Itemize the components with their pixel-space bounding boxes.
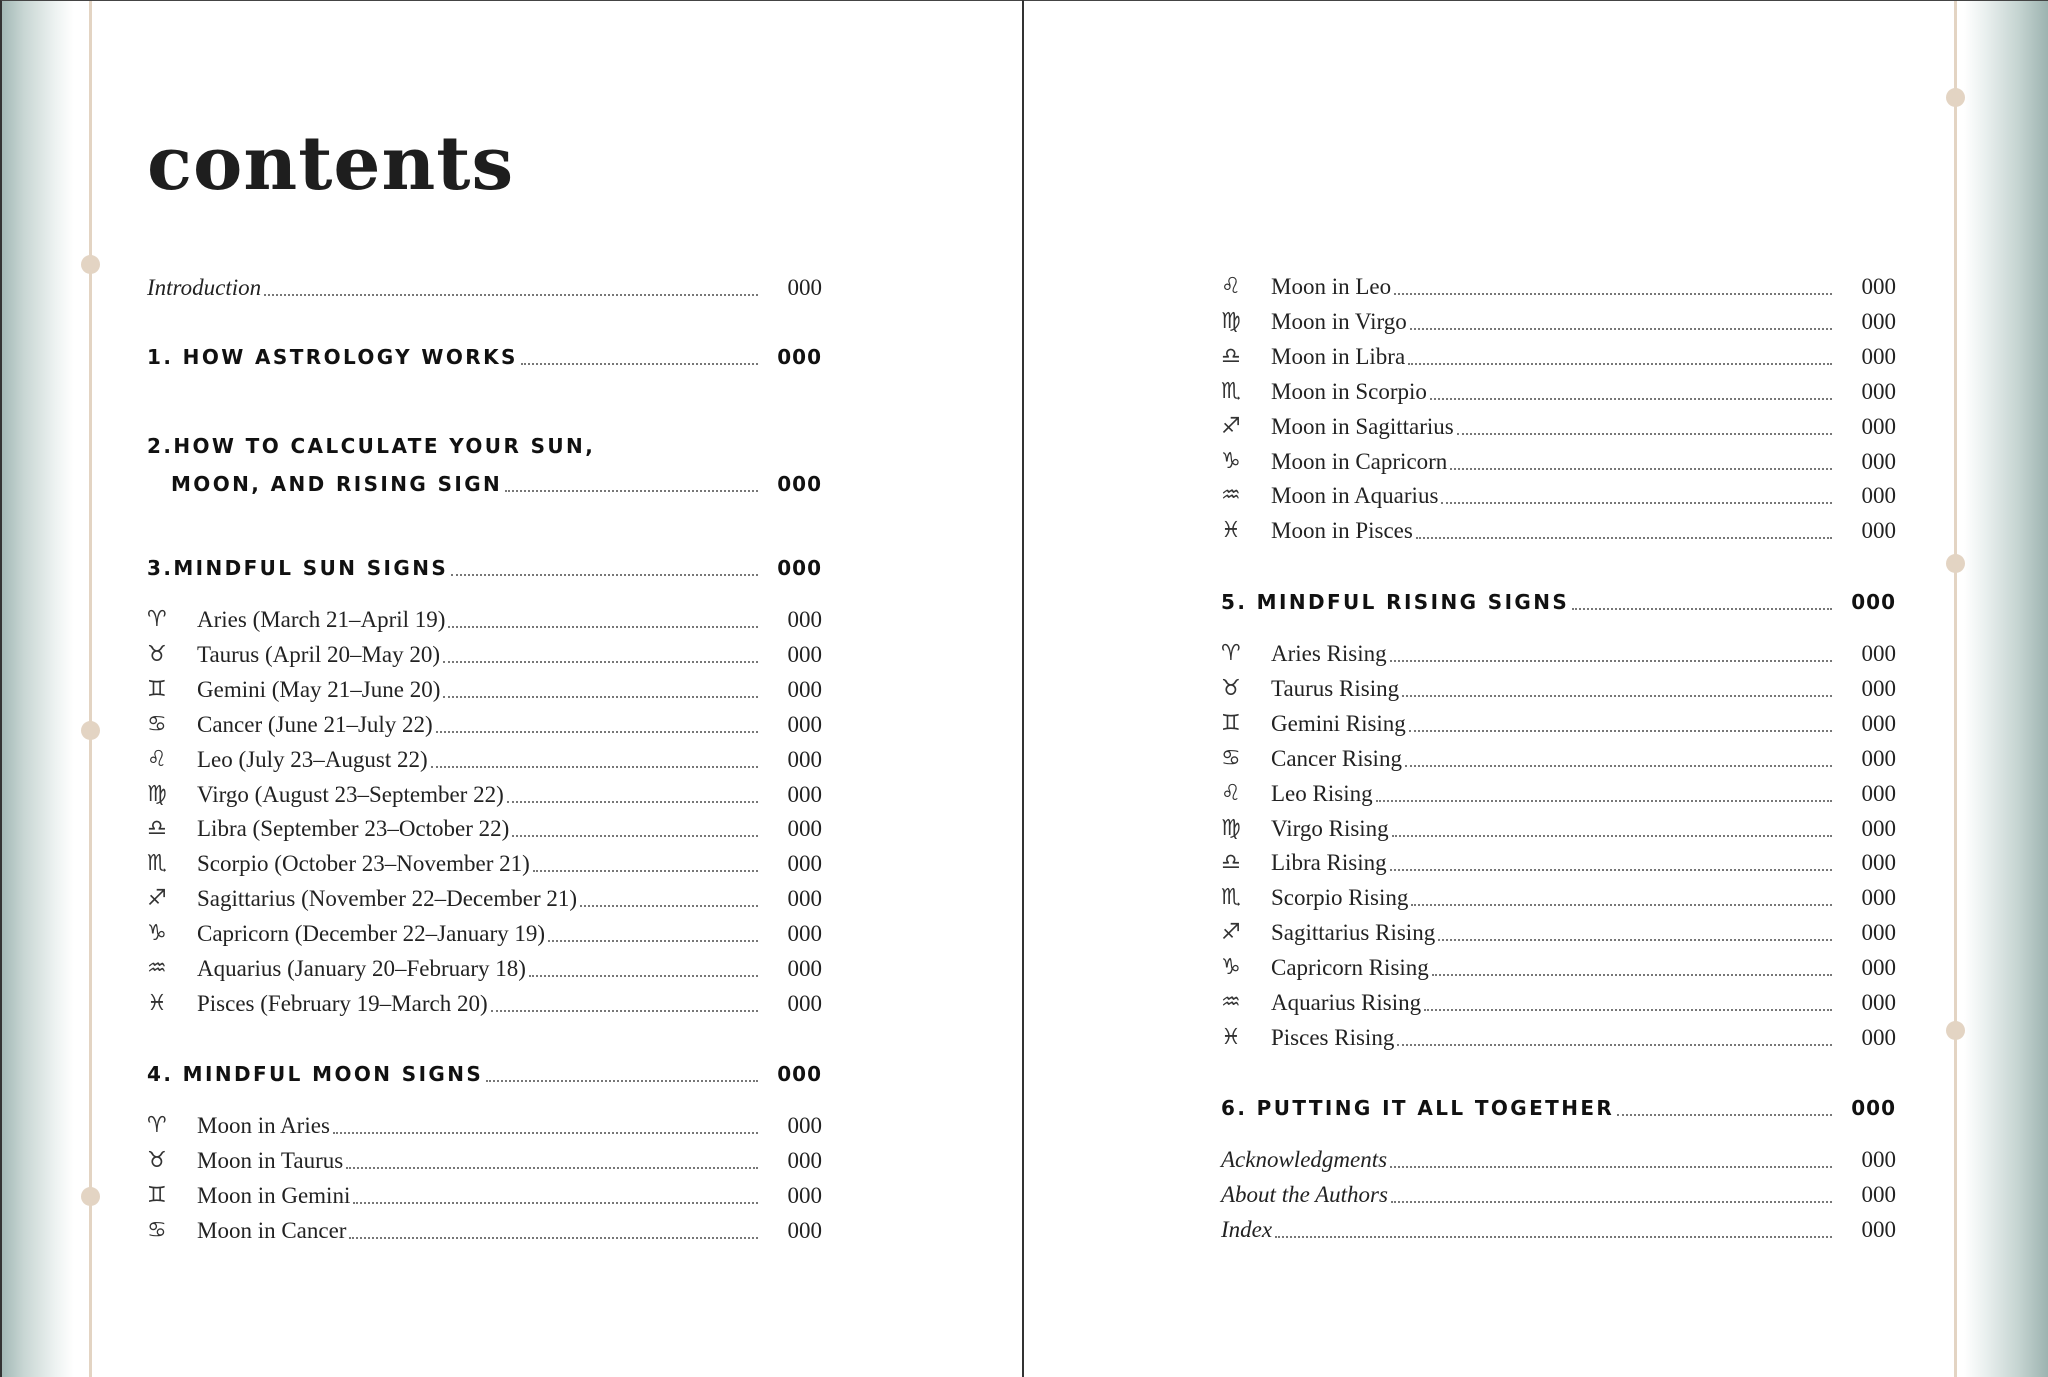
entry-label: Aries Rising	[1271, 641, 1387, 666]
dot-leader	[451, 574, 758, 576]
decorative-dot	[1946, 88, 1965, 107]
toc-entry[interactable]	[147, 1109, 822, 1143]
toc-entry[interactable]	[147, 1179, 822, 1213]
toc-chapter-4[interactable]	[147, 1057, 822, 1091]
entry-label: Moon in Taurus	[197, 1147, 344, 1173]
entry-label: Libra Rising	[1271, 850, 1387, 876]
aries-icon: ♈︎	[147, 1113, 167, 1138]
page-number: 000	[1861, 448, 1896, 474]
entry-label: Moon in Gemini	[197, 1182, 351, 1208]
entry-label: Gemini (May 21–June 20)	[197, 676, 441, 702]
entry-label: Pisces Rising	[1271, 1024, 1395, 1050]
taurus-icon: ♉︎	[147, 641, 167, 667]
page-number: 000	[1861, 483, 1896, 509]
virgo-icon: ♍︎	[1221, 815, 1241, 841]
page-number: 000	[1861, 990, 1896, 1015]
toc-entry[interactable]	[1221, 1143, 1896, 1177]
toc-entry[interactable]	[147, 882, 822, 916]
capricorn-icon: ♑︎	[147, 921, 167, 947]
entry-label: Moon in Pisces	[1271, 518, 1413, 544]
dot-leader	[486, 1080, 758, 1082]
leo-icon: ♌︎	[147, 746, 167, 772]
dot-leader	[1450, 468, 1832, 470]
toc-entry[interactable]	[1221, 1213, 1896, 1247]
entry-label: About the Authors	[1221, 1181, 1388, 1207]
toc-entry[interactable]	[1221, 812, 1896, 846]
entry-label: Taurus (April 20–May 20)	[197, 641, 441, 667]
page-number: 000	[1861, 815, 1896, 841]
toc-entry[interactable]	[1221, 445, 1896, 479]
entry-label: Moon in Scorpio	[1271, 378, 1427, 404]
decorative-dot	[81, 721, 100, 740]
page-number: 000	[777, 556, 822, 580]
toc-entry[interactable]	[1221, 881, 1896, 915]
page-number: 000	[1861, 1024, 1896, 1050]
dot-leader	[1408, 363, 1832, 365]
scorpio-icon: ♏︎	[1221, 885, 1241, 911]
left-page	[0, 0, 1022, 1377]
dot-leader	[1390, 660, 1832, 662]
toc-entry[interactable]	[147, 812, 822, 846]
page-number: 000	[1861, 675, 1896, 701]
page-number: 000	[1861, 518, 1896, 544]
page-number: 000	[1861, 1181, 1896, 1207]
sagittarius-icon: ♐︎	[1221, 920, 1241, 946]
page-number: 000	[1861, 885, 1896, 911]
page-number: 000	[787, 886, 822, 912]
entry-label: Pisces (February 19–March 20)	[197, 990, 488, 1016]
entry-label: Scorpio Rising	[1271, 885, 1409, 911]
toc-entry[interactable]	[1221, 340, 1896, 374]
pisces-icon: ♓︎	[147, 990, 167, 1016]
dot-leader	[1572, 608, 1832, 610]
toc-chapter-5[interactable]	[1221, 585, 1896, 619]
entry-label: Acknowledgments	[1221, 1147, 1388, 1172]
entry-label: Leo (July 23–August 22)	[197, 746, 428, 772]
scorpio-icon: ♏︎	[147, 851, 167, 877]
page-number: 000	[1861, 1216, 1896, 1242]
entry-label: Scorpio (October 23–November 21)	[197, 851, 530, 877]
pisces-icon: ♓︎	[1221, 1024, 1241, 1050]
leo-icon: ♌︎	[1221, 780, 1241, 806]
toc-entry[interactable]	[147, 987, 822, 1021]
entry-label: Moon in Cancer	[197, 1217, 347, 1243]
page-number: 000	[787, 607, 822, 632]
entry-label: Cancer (June 21–July 22)	[197, 711, 433, 737]
toc-entry[interactable]	[1221, 270, 1896, 304]
entry-label: Virgo Rising	[1271, 815, 1389, 841]
page-number: 000	[1861, 413, 1896, 439]
virgo-icon: ♍︎	[147, 781, 167, 807]
toc-entry-introduction[interactable]	[147, 271, 822, 305]
toc-chapter-1[interactable]	[147, 340, 822, 374]
toc-entry[interactable]	[1221, 1021, 1896, 1055]
page-number: 000	[787, 1147, 822, 1173]
toc-entry[interactable]	[147, 952, 822, 986]
dot-leader	[431, 766, 758, 768]
dot-leader	[580, 905, 758, 907]
cancer-icon: ♋︎	[1221, 745, 1241, 771]
entry-label: Libra (September 23–October 22)	[197, 816, 510, 842]
dot-leader	[443, 696, 758, 698]
toc-chapter-2[interactable]	[147, 433, 822, 503]
page-number: 000	[1861, 1147, 1896, 1172]
toc-entry[interactable]	[1221, 672, 1896, 706]
libra-icon: ♎︎	[1221, 343, 1241, 369]
chapter-title: 5. MINDFUL RISING SIGNS	[1221, 590, 1570, 614]
dot-leader	[346, 1167, 758, 1169]
toc-entry[interactable]	[1221, 707, 1896, 741]
aries-icon: ♈︎	[1221, 641, 1241, 666]
toc-entry[interactable]	[147, 743, 822, 777]
entry-label: Aries (March 21–April 19)	[197, 607, 446, 632]
page-number: 000	[787, 1182, 822, 1208]
page-number: 000	[1861, 745, 1896, 771]
sagittarius-icon: ♐︎	[147, 886, 167, 912]
entry-label: Moon in Libra	[1271, 343, 1406, 369]
taurus-icon: ♉︎	[1221, 675, 1241, 701]
page-number: 000	[787, 275, 822, 300]
toc-entry[interactable]	[1221, 479, 1896, 513]
entry-label: Gemini Rising	[1271, 710, 1406, 736]
page-number: 000	[777, 472, 822, 496]
dot-leader	[1410, 328, 1832, 330]
dot-leader	[1394, 293, 1832, 295]
page-number: 000	[1861, 274, 1896, 299]
aquarius-icon: ♒︎	[147, 956, 167, 981]
toc-entry[interactable]	[147, 603, 822, 637]
page-number: 000	[787, 990, 822, 1016]
toc-entry[interactable]	[1221, 846, 1896, 880]
dot-leader	[521, 363, 758, 365]
chapter-title: 1. HOW ASTROLOGY WORKS	[147, 345, 518, 369]
toc-entry[interactable]	[147, 1144, 822, 1178]
entry-label: Aquarius (January 20–February 18)	[197, 956, 526, 981]
dot-leader	[1402, 695, 1832, 697]
entry-label: Virgo (August 23–September 22)	[197, 781, 504, 807]
chapter-title-line-1: 2.HOW TO CALCULATE YOUR SUN,	[147, 434, 596, 458]
page-number: 000	[1861, 850, 1896, 876]
page-number: 000	[1851, 590, 1896, 614]
dot-leader	[529, 975, 758, 977]
cancer-icon: ♋︎	[147, 1217, 167, 1243]
dot-leader	[505, 490, 758, 492]
dot-leader	[1275, 1236, 1832, 1238]
page-number: 000	[777, 1062, 822, 1086]
page-number: 000	[787, 781, 822, 807]
toc-entry[interactable]	[1221, 916, 1896, 950]
chapter-title-line-2: MOON, AND RISING SIGN	[171, 472, 503, 496]
page-number: 000	[787, 746, 822, 772]
dot-leader	[1390, 1166, 1832, 1168]
toc-entry[interactable]	[147, 778, 822, 812]
entry-label: Moon in Aries	[197, 1113, 330, 1138]
cancer-icon: ♋︎	[147, 711, 167, 737]
gemini-icon: ♊︎	[1221, 710, 1241, 736]
aquarius-icon: ♒︎	[1221, 483, 1241, 509]
entry-label: Moon in Aquarius	[1271, 483, 1439, 509]
dot-leader	[512, 835, 758, 837]
toc-entry[interactable]	[147, 673, 822, 707]
left-page-edge	[2, 1, 74, 1377]
entry-label: Capricorn (December 22–January 19)	[197, 921, 546, 947]
page-number: 000	[1861, 308, 1896, 334]
toc-entry[interactable]	[147, 1214, 822, 1248]
entry-label: Taurus Rising	[1271, 675, 1400, 701]
toc-entry[interactable]	[1221, 742, 1896, 776]
toc-entry[interactable]	[1221, 410, 1896, 444]
toc-entry[interactable]	[147, 708, 822, 742]
chapter-title: 4. MINDFUL MOON SIGNS	[147, 1062, 484, 1086]
page-number: 000	[787, 851, 822, 877]
page-number: 000	[777, 345, 822, 369]
entry-label: Aquarius Rising	[1271, 990, 1422, 1015]
entry-label: Moon in Leo	[1271, 274, 1392, 299]
entry-label: Capricorn Rising	[1271, 955, 1429, 981]
gemini-icon: ♊︎	[147, 676, 167, 702]
dot-leader	[1432, 974, 1832, 976]
dot-leader	[507, 801, 758, 803]
page-number: 000	[787, 956, 822, 981]
page-title: contents	[147, 121, 515, 207]
dot-leader	[1424, 1009, 1832, 1011]
dot-leader	[1392, 835, 1832, 837]
dot-leader	[548, 940, 758, 942]
dot-leader	[1397, 1044, 1832, 1046]
dot-leader	[1391, 1201, 1832, 1203]
right-page-edge	[1964, 1, 2048, 1377]
pisces-icon: ♓︎	[1221, 518, 1241, 544]
decorative-dot	[81, 1187, 100, 1206]
page-number: 000	[1861, 641, 1896, 666]
decorative-vertical-line	[89, 1, 92, 1377]
entry-label: Leo Rising	[1271, 780, 1373, 806]
taurus-icon: ♉︎	[147, 1147, 167, 1173]
dot-leader	[1441, 502, 1832, 504]
gemini-icon: ♊︎	[147, 1182, 167, 1208]
page-number: 000	[1861, 955, 1896, 981]
virgo-icon: ♍︎	[1221, 308, 1241, 334]
dot-leader	[264, 294, 758, 296]
dot-leader	[1416, 537, 1832, 539]
page-number: 000	[1861, 710, 1896, 736]
aries-icon: ♈︎	[147, 607, 167, 632]
toc-entry[interactable]	[1221, 637, 1896, 671]
toc-entry[interactable]	[1221, 375, 1896, 409]
page-number: 000	[787, 1217, 822, 1243]
page-number: 000	[787, 711, 822, 737]
toc-entry[interactable]	[147, 917, 822, 951]
toc-chapter-3[interactable]	[147, 551, 822, 585]
page-number: 000	[787, 1113, 822, 1138]
page-number: 000	[1861, 920, 1896, 946]
entry-label: Sagittarius Rising	[1271, 920, 1436, 946]
aquarius-icon: ♒︎	[1221, 990, 1241, 1015]
toc-entry[interactable]	[1221, 986, 1896, 1020]
dot-leader	[1617, 1114, 1832, 1116]
dot-leader	[448, 626, 758, 628]
toc-entry[interactable]	[1221, 777, 1896, 811]
entry-label: Index	[1221, 1216, 1273, 1242]
entry-label: Sagittarius (November 22–December 21)	[197, 886, 578, 912]
dot-leader	[1409, 730, 1832, 732]
dot-leader	[533, 870, 758, 872]
dot-leader	[1457, 433, 1832, 435]
toc-entry[interactable]	[1221, 514, 1896, 548]
decorative-vertical-line	[1954, 1, 1957, 1377]
entry-label: Moon in Sagittarius	[1271, 413, 1454, 439]
dot-leader	[349, 1237, 758, 1239]
capricorn-icon: ♑︎	[1221, 955, 1241, 981]
toc-entry[interactable]	[147, 638, 822, 672]
toc-entry[interactable]	[1221, 951, 1896, 985]
page-number: 000	[787, 921, 822, 947]
page-number: 000	[1861, 343, 1896, 369]
capricorn-icon: ♑︎	[1221, 448, 1241, 474]
entry-label: Introduction	[147, 275, 262, 300]
leo-icon: ♌︎	[1221, 274, 1241, 299]
toc-entry[interactable]	[1221, 305, 1896, 339]
entry-label: Moon in Virgo	[1271, 308, 1407, 334]
page-number: 000	[1861, 378, 1896, 404]
dot-leader	[333, 1132, 758, 1134]
decorative-dot	[1946, 554, 1965, 573]
dot-leader	[1438, 939, 1832, 941]
dot-leader	[1390, 869, 1832, 871]
page-number: 000	[787, 676, 822, 702]
libra-icon: ♎︎	[1221, 850, 1241, 876]
entry-label: Cancer Rising	[1271, 745, 1402, 771]
dot-leader	[443, 661, 758, 663]
dot-leader	[491, 1010, 758, 1012]
page-number: 000	[1861, 780, 1896, 806]
toc-entry[interactable]	[1221, 1178, 1896, 1212]
chapter-title: 3.MINDFUL SUN SIGNS	[147, 556, 449, 580]
page-number: 000	[787, 641, 822, 667]
page-number: 000	[787, 816, 822, 842]
entry-label: Moon in Capricorn	[1271, 448, 1448, 474]
decorative-dot	[1946, 1021, 1965, 1040]
dot-leader	[1430, 398, 1832, 400]
dot-leader	[1411, 904, 1832, 906]
dot-leader	[353, 1202, 758, 1204]
scorpio-icon: ♏︎	[1221, 378, 1241, 404]
decorative-dot	[81, 255, 100, 274]
dot-leader	[436, 731, 758, 733]
toc-entry[interactable]	[147, 847, 822, 881]
toc-chapter-6[interactable]	[1221, 1091, 1896, 1125]
sagittarius-icon: ♐︎	[1221, 413, 1241, 439]
chapter-title: 6. PUTTING IT ALL TOGETHER	[1221, 1096, 1615, 1120]
page-number: 000	[1851, 1096, 1896, 1120]
dot-leader	[1376, 800, 1832, 802]
dot-leader	[1405, 765, 1832, 767]
libra-icon: ♎︎	[147, 816, 167, 842]
